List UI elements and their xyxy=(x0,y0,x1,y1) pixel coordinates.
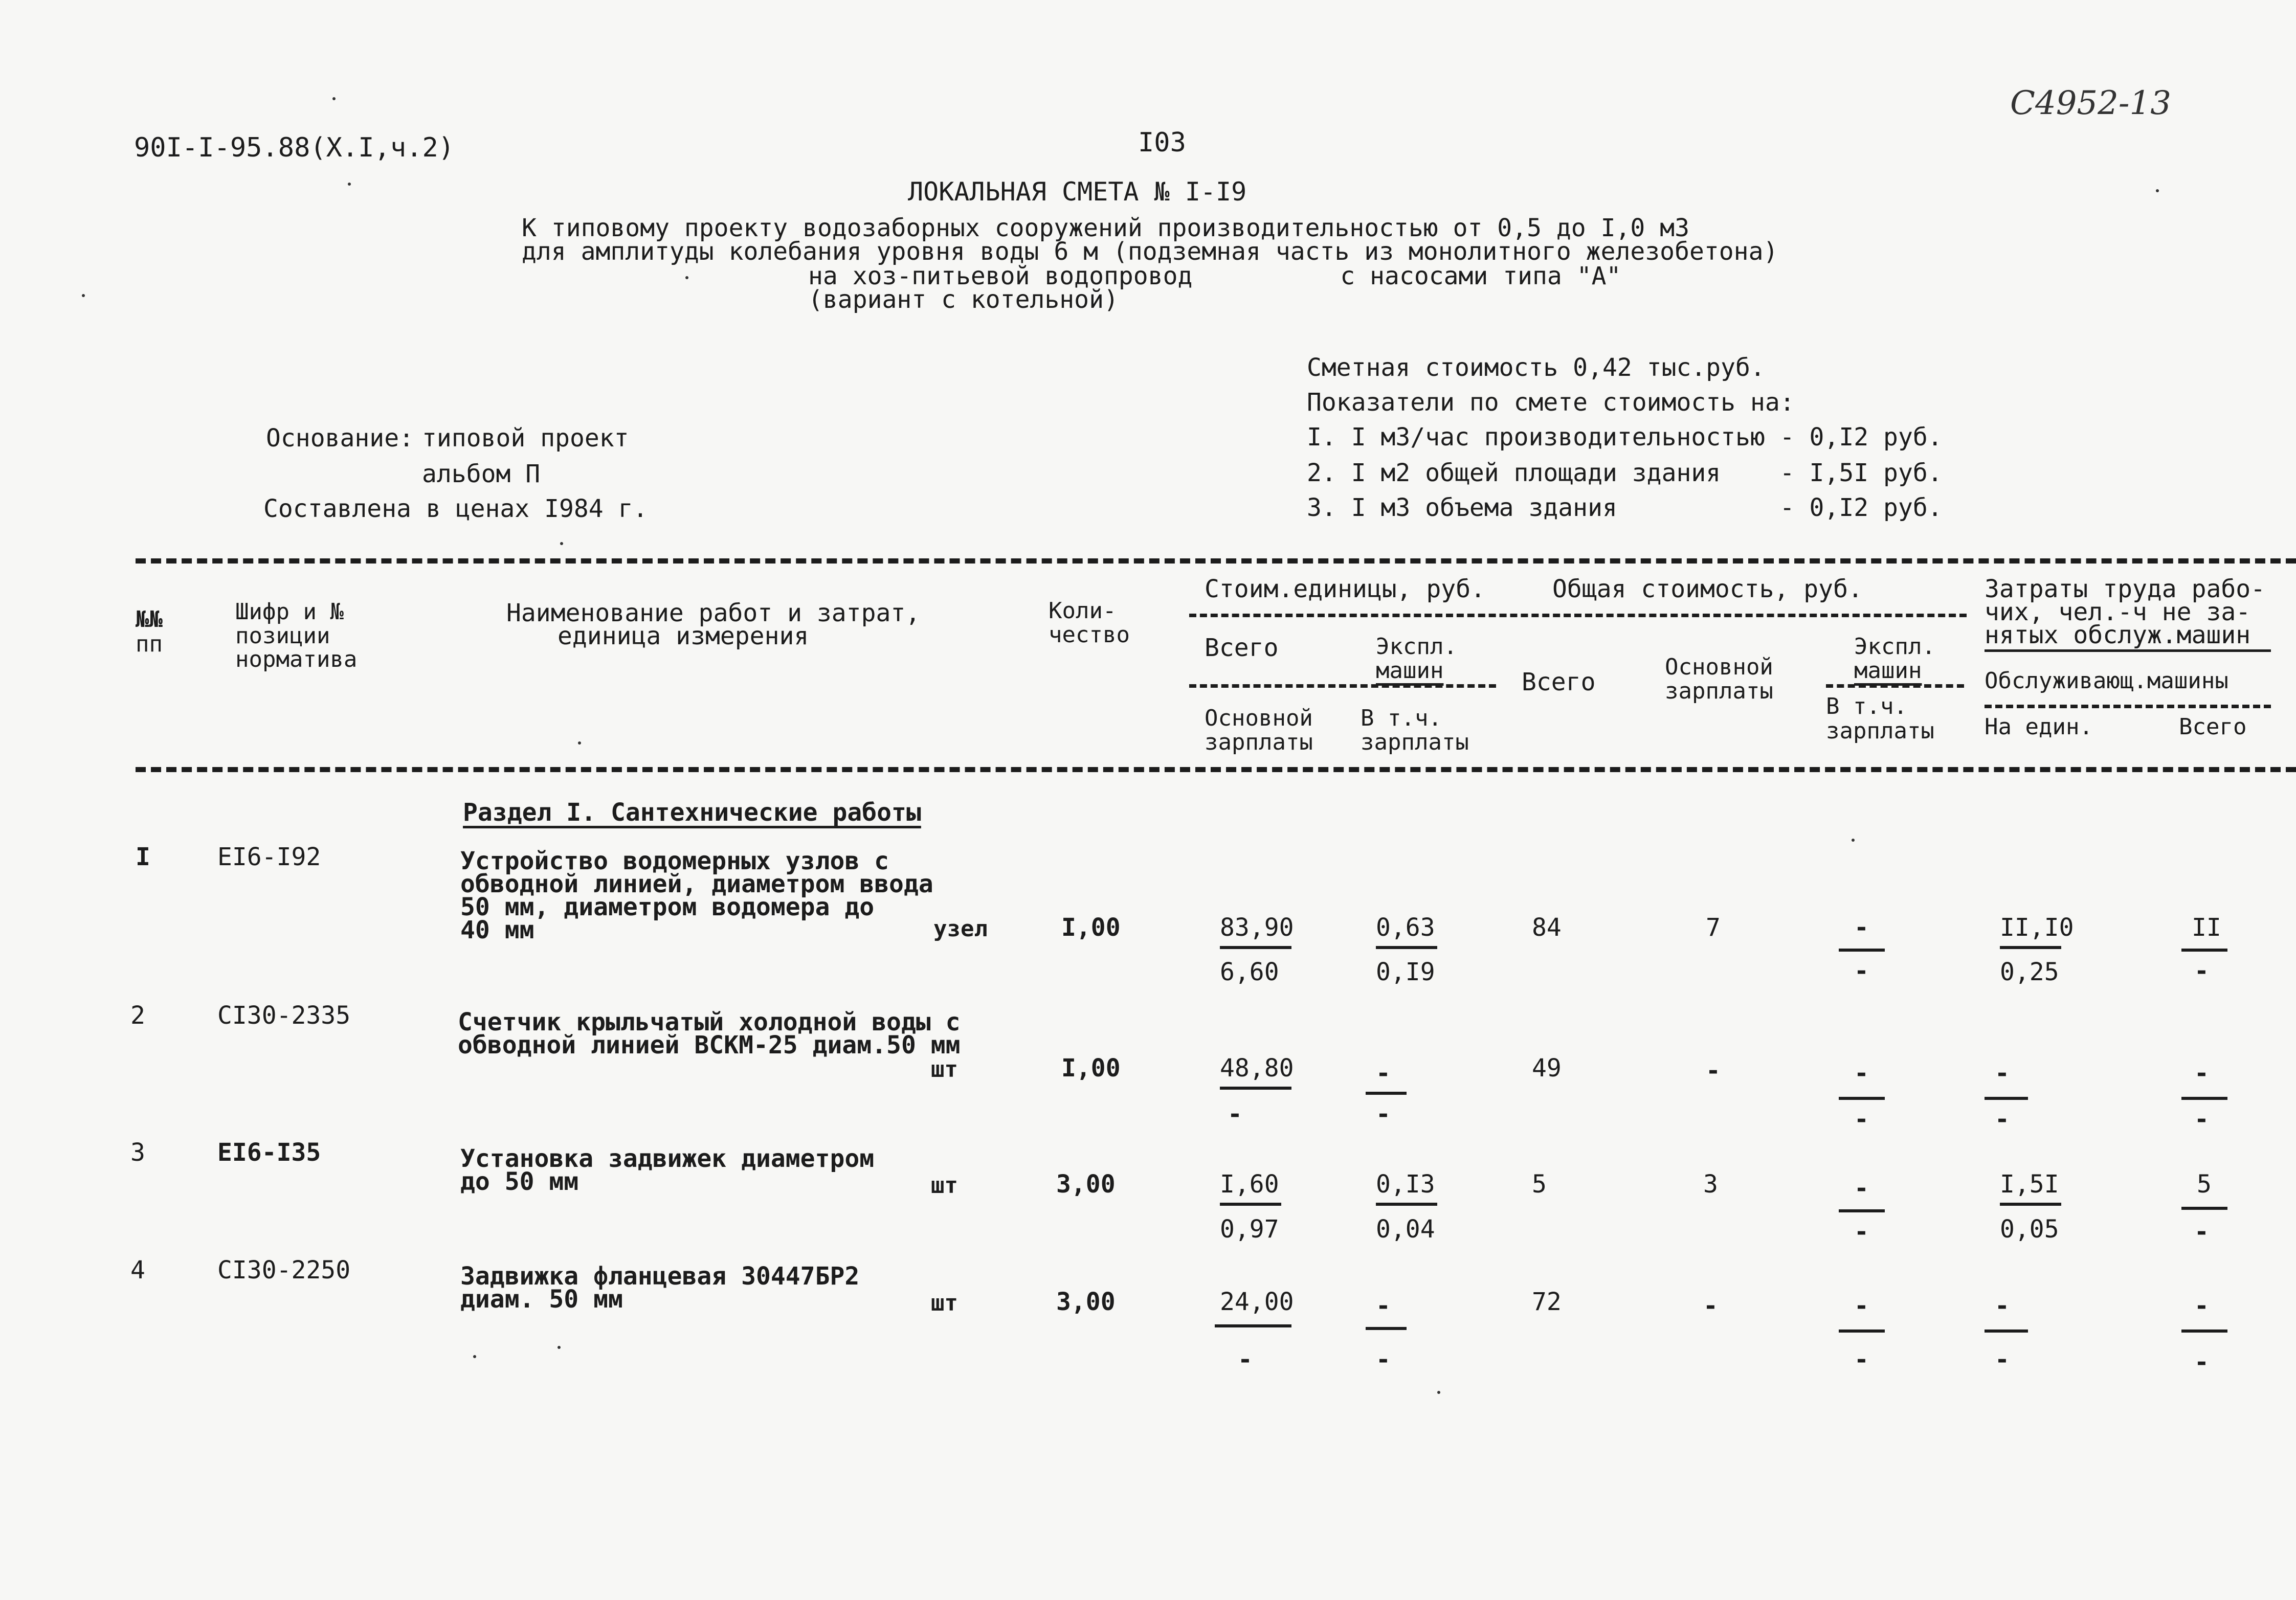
header-labor-3: нятых обслуж.машин xyxy=(1985,621,2251,649)
row-2-mach-wage: - xyxy=(1376,1100,1391,1129)
header-total-cost: Общая стоимость, руб. xyxy=(1552,575,1863,603)
row-1-mach: 0,63 xyxy=(1376,913,1435,942)
row-2-num: 2 xyxy=(130,1001,145,1030)
row-1-labor-unit: II,I0 xyxy=(2000,913,2074,942)
header-unit-wage-2: зарплаты xyxy=(1205,729,1313,755)
header-qty-2: чество xyxy=(1049,622,1130,648)
row-4-num: 4 xyxy=(130,1256,145,1284)
indicators-heading: Показатели по смете стоимость на: xyxy=(1307,388,1795,417)
row-1-mach-wage: 0,I9 xyxy=(1376,958,1435,986)
header-name-2: единица измерения xyxy=(558,622,809,650)
header-code-2: позиции xyxy=(235,623,330,649)
row-1-unit-wage: 6,60 xyxy=(1220,958,1279,986)
row-3-labor-unit: I,5I xyxy=(2000,1170,2059,1199)
row-2-labor-unit: - xyxy=(1995,1059,2010,1088)
handwritten-inventory-number: С4952-13 xyxy=(2010,84,2171,122)
row-3-labor-total-serv: - xyxy=(2194,1218,2209,1246)
header-num-1: №№ xyxy=(136,606,163,633)
row-2-qty: I,00 xyxy=(1061,1054,1121,1083)
header-code-3: норматива xyxy=(235,646,358,672)
subtitle-line-4: (вариант с котельной) xyxy=(808,285,1119,314)
scan-speck xyxy=(560,542,563,545)
row-3-num: 3 xyxy=(130,1138,145,1167)
row-3-mach-wage: 0,04 xyxy=(1376,1215,1435,1244)
header-labor-1: Затраты труда рабо- xyxy=(1985,575,2266,603)
header-top-rule xyxy=(136,558,2296,564)
basis-line-2: альбом П xyxy=(422,460,541,488)
scan-speck xyxy=(578,741,581,745)
row-2-tot-mach-wage: - xyxy=(1854,1105,1869,1134)
header-labor-serv: Обслуживающ.машины xyxy=(1985,668,2228,694)
header-labor-unit: На един. xyxy=(1985,714,2093,740)
row-1-name-3: 50 мм, диаметром водомера до xyxy=(460,893,875,921)
header-name-1: Наименование работ и затрат, xyxy=(506,599,921,627)
row-4-labor-total-serv: - xyxy=(2194,1348,2209,1377)
scan-speck xyxy=(558,1346,561,1349)
row-1-code: EI6-I92 xyxy=(217,843,321,871)
row-3-tot-mach-wage: - xyxy=(1854,1218,1869,1246)
row-4-labor-unit: - xyxy=(1995,1292,2010,1320)
page-number: I03 xyxy=(1138,127,1186,158)
header-tot-mach-wage-1: В т.ч. xyxy=(1826,693,1907,719)
row-2-tot-wage: - xyxy=(1706,1056,1721,1085)
row-4-qty: 3,00 xyxy=(1056,1288,1116,1316)
scan-speck xyxy=(1437,1391,1440,1394)
header-unit-cost: Стоим.единицы, руб. xyxy=(1205,575,1486,603)
row-1-labor-total: II xyxy=(2192,913,2221,942)
row-1-num: I xyxy=(136,843,150,871)
row-2-mach: - xyxy=(1376,1059,1391,1088)
row-1-name-4: 40 мм xyxy=(460,916,534,944)
row-2-labor-total: - xyxy=(2194,1059,2209,1088)
row-3-name-2: до 50 мм xyxy=(460,1167,579,1196)
estimated-cost: Сметная стоимость 0,42 тыс.руб. xyxy=(1307,353,1765,382)
scan-speck xyxy=(82,294,85,297)
header-unit-mach-wage-1: В т.ч. xyxy=(1361,705,1442,731)
row-1-labor-unit-serv: 0,25 xyxy=(2000,958,2059,986)
row-1-tot: 84 xyxy=(1532,913,1562,942)
header-tot-wage-1: Основной xyxy=(1665,654,1773,680)
header-unit-mach-wage-2: зарплаты xyxy=(1361,729,1469,755)
row-3-name-1: Установка задвижек диаметром xyxy=(460,1144,875,1173)
row-1-tot-mach-wage: - xyxy=(1854,957,1869,985)
row-4-mach-wage: - xyxy=(1376,1345,1391,1374)
scan-speck xyxy=(348,183,351,186)
scan-speck xyxy=(332,97,336,100)
row-2-unit-wage: - xyxy=(1228,1100,1242,1129)
row-4-labor-total: - xyxy=(2194,1292,2209,1320)
row-2-name-2: обводной линией ВСКМ-25 диам.50 мм xyxy=(458,1031,961,1060)
row-3-labor-unit-serv: 0,05 xyxy=(2000,1215,2059,1244)
row-1-name-2: обводной линией, диаметром ввода xyxy=(460,870,933,898)
prices-note: Составлена в ценах I984 г. xyxy=(263,494,648,523)
header-tot-mach-1: Экспл. xyxy=(1854,634,1935,660)
indicator-2: 2. I м2 общей площади здания - I,5I руб. xyxy=(1307,459,1943,487)
row-4-mach: - xyxy=(1376,1292,1391,1320)
header-num-2: пп xyxy=(136,631,163,657)
subtitle-line-2: для амплитуды колебания уровня воды 6 м (подземная часть из монолитного железобетона) xyxy=(522,237,1778,266)
header-tot-mach-2: машин xyxy=(1854,658,1922,684)
row-4-tot-mach-wage: - xyxy=(1854,1345,1869,1374)
basis-line-1: типовой проект xyxy=(422,424,629,453)
row-1-tot-wage: 7 xyxy=(1706,913,1721,942)
row-3-tot-wage: 3 xyxy=(1703,1170,1718,1199)
scan-speck xyxy=(1852,839,1855,842)
row-3-qty: 3,00 xyxy=(1056,1170,1116,1199)
row-2-tot: 49 xyxy=(1532,1054,1562,1083)
scan-speck xyxy=(2156,189,2159,192)
estimate-title: ЛОКАЛЬНАЯ СМЕТА № I-I9 xyxy=(908,177,1247,207)
row-3-unit: шт xyxy=(931,1173,958,1199)
row-3-unit-total: I,60 xyxy=(1220,1170,1279,1199)
row-2-name-1: Счетчик крыльчатый холодной воды с xyxy=(458,1008,961,1036)
row-4-tot: 72 xyxy=(1532,1288,1562,1316)
row-4-code: CI30-2250 xyxy=(217,1256,351,1284)
row-3-unit-wage: 0,97 xyxy=(1220,1215,1279,1244)
header-unit-mach-1: Экспл. xyxy=(1376,634,1457,660)
indicator-3: 3. I м3 объема здания - 0,I2 руб. xyxy=(1307,493,1943,522)
row-3-tot: 5 xyxy=(1532,1170,1547,1199)
section-title: Раздел I. Сантехнические работы xyxy=(463,798,921,827)
row-1-unit: узел xyxy=(933,916,988,942)
row-4-unit: шт xyxy=(931,1290,958,1316)
header-qty-1: Коли- xyxy=(1049,598,1117,624)
header-bottom-rule xyxy=(136,767,2296,772)
row-2-labor-total-serv: - xyxy=(2194,1105,2209,1134)
row-4-name-2: диам. 50 мм xyxy=(460,1285,623,1314)
row-1-labor-total-serv: - xyxy=(2194,957,2209,985)
row-2-unit-total: 48,80 xyxy=(1220,1054,1294,1083)
row-1-tot-mach: - xyxy=(1854,913,1869,942)
header-tot-total: Всего xyxy=(1522,668,1596,696)
row-1-name-1: Устройство водомерных узлов с xyxy=(460,847,889,875)
header-tot-wage-2: зарплаты xyxy=(1665,678,1773,704)
row-3-mach: 0,I3 xyxy=(1376,1170,1435,1199)
row-3-code: EI6-I35 xyxy=(217,1138,321,1167)
subtitle-line-1: К типовому проекту водозаборных сооружений производительностью от 0,5 до I,0 м3 xyxy=(522,214,1689,242)
header-unit-wage-1: Основной xyxy=(1205,705,1313,731)
row-1-unit-total: 83,90 xyxy=(1220,913,1294,942)
document-code: 90I-I-95.88(X.I,ч.2) xyxy=(134,132,455,163)
row-1-qty: I,00 xyxy=(1061,913,1121,942)
header-labor-2: чих, чел.-ч не за- xyxy=(1985,598,2251,626)
row-4-name-1: Задвижка фланцевая 30447БР2 xyxy=(460,1262,860,1291)
header-code-1: Шифр и № xyxy=(235,599,344,625)
row-2-code: CI30-2335 xyxy=(217,1001,351,1030)
header-cost-rule xyxy=(1189,614,1967,617)
row-4-tot-wage: - xyxy=(1703,1292,1718,1320)
header-labor-total: Всего xyxy=(2179,714,2247,740)
row-4-unit-wage: - xyxy=(1238,1345,1253,1374)
row-4-unit-total: 24,00 xyxy=(1220,1288,1294,1316)
row-4-labor-unit-serv: - xyxy=(1995,1345,2010,1374)
basis-label: Основание: xyxy=(266,424,414,453)
scan-speck xyxy=(685,276,688,279)
indicator-1: I. I м3/час производительностью - 0,I2 руб. xyxy=(1307,423,1943,452)
header-tot-mach-wage-2: зарплаты xyxy=(1826,718,1934,744)
row-2-tot-mach: - xyxy=(1854,1059,1869,1088)
header-unit-mach-2: машин xyxy=(1376,658,1444,684)
row-3-tot-mach: - xyxy=(1854,1174,1869,1203)
header-unit-total: Всего xyxy=(1205,634,1279,662)
row-3-labor-total: 5 xyxy=(2197,1170,2212,1199)
row-2-labor-unit-serv: - xyxy=(1995,1105,2010,1134)
scan-speck xyxy=(473,1355,476,1358)
row-2-unit: шт xyxy=(931,1056,958,1083)
row-4-tot-mach: - xyxy=(1854,1292,1869,1320)
subtitle-line-3: на хоз-питьевой водопровод с насосами типа "А" xyxy=(808,262,1621,290)
